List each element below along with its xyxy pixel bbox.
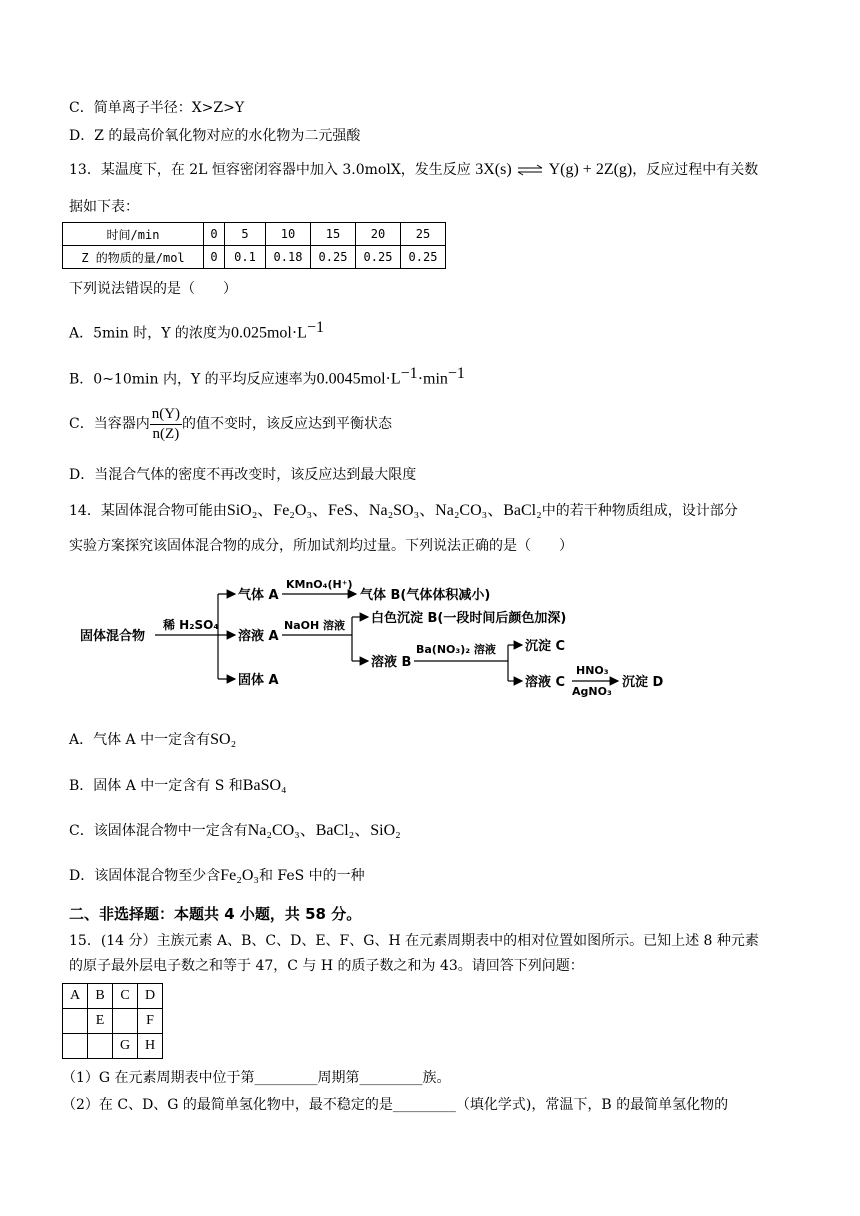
flow-gasB: 气体 B(气体体积减小)	[360, 588, 491, 603]
q14-flow-diagram	[60, 575, 700, 700]
table-header-time: 时间/min	[63, 223, 204, 246]
q14-option-d-text1: D．该固体混合物至少含	[69, 868, 221, 884]
q14-option-a-formula: SO₂	[210, 731, 237, 748]
table-cell: 0.25	[311, 246, 356, 269]
element-cell	[113, 1009, 138, 1034]
q14-option-b-text: B．固体 A 中一定含有 S 和	[69, 778, 243, 794]
q13-option-c-fraction	[150, 405, 182, 444]
fraction-numerator: n(Y)	[150, 405, 182, 425]
table-cell: 0.25	[401, 246, 446, 269]
flow-solB: 溶液 B	[371, 655, 412, 670]
table-row	[63, 246, 446, 269]
q13-option-b-value2: ·min	[417, 370, 448, 388]
table-row	[63, 223, 446, 246]
table-row	[63, 1009, 163, 1034]
q15-stem-line2: 的原子最外层电子数之和等于 47，C 与 H 的质子数之和为 43。请回答下列问题：	[69, 958, 584, 974]
q13-option-d: D．当混合气体的密度不再改变时，该反应达到最大限度	[69, 467, 417, 483]
flow-gasA: 气体 A	[238, 588, 279, 603]
element-cell: C	[113, 984, 138, 1009]
element-cell	[63, 1034, 88, 1059]
section-heading: 二、非选择题：本题共 4 小题，共 58 分。	[69, 905, 362, 923]
q13-equation-right: Y(g) + 2Z(g)	[548, 161, 633, 178]
q13-option-b-exp2: −1	[447, 365, 465, 382]
flow-solC: 溶液 C	[525, 675, 566, 690]
element-cell	[88, 1034, 113, 1059]
q14-stem-suffix: 中的若干种物质组成，设计部分	[541, 503, 738, 519]
q14-option-a-text: A．气体 A 中一定含有	[69, 732, 211, 748]
flow-naoh: NaOH 溶液	[284, 619, 346, 632]
table-cell: 5	[225, 223, 266, 246]
flow-start: 固体混合物	[80, 629, 146, 644]
table-row	[63, 984, 163, 1009]
flow-pptD: 沉淀 D	[622, 675, 664, 690]
q14-option-a	[69, 730, 236, 750]
q13-option-c-prefix: C．当容器内	[69, 416, 150, 432]
element-cell: A	[63, 984, 88, 1009]
flow-hno3: HNO₃	[576, 664, 609, 677]
q14-option-b-formula: BaSO₄	[242, 777, 287, 794]
q14-option-d	[69, 866, 365, 886]
q13-option-a-text: A．5min 时，Y 的浓度为	[69, 325, 231, 342]
q15-sub1: （1）G 在元素周期表中位于第_________周期第_________族。	[62, 1070, 451, 1086]
q12-option-c: C．简单离子半径：X>Z>Y	[69, 100, 245, 116]
q13-data-table	[62, 222, 446, 269]
equilibrium-arrow-icon	[516, 164, 544, 176]
element-cell: H	[138, 1034, 163, 1059]
q14-substances: SiO₂、Fe₂O₃、FeS、Na₂SO₃、Na₂CO₃、BaCl₂	[226, 502, 542, 519]
q13-option-c-suffix: 的值不变时，该反应达到平衡状态	[182, 416, 393, 432]
q14-option-d-text2: 和 FeS 中的一种	[258, 868, 365, 884]
q12-option-d: D．Z 的最高价氧化物对应的水化物为二元强酸	[69, 128, 361, 144]
q15-stem-line1: 15．(14 分）主族元素 A、B、C、D、E、F、G、H 在元素周期表中的相对位置如图所示。已知上述 8 种元素	[69, 933, 759, 949]
q13-option-b-value1: 0.0045mol·L	[316, 370, 401, 388]
q14-option-c	[69, 821, 401, 841]
q13-option-b-exp1: −1	[400, 365, 418, 382]
table-cell: 0	[204, 223, 225, 246]
periodic-table-fragment	[62, 983, 163, 1059]
element-cell: B	[88, 984, 113, 1009]
flow-solidA: 固体 A	[238, 673, 279, 688]
table-cell: 0.18	[266, 246, 311, 269]
q14-option-c-formula: Na₂CO₃、BaCl₂、SiO₂	[247, 822, 401, 839]
q13-option-a-exp: −1	[306, 319, 324, 336]
q13-stem-suffix: ，反应过程中有关数	[632, 162, 759, 178]
element-cell: F	[138, 1009, 163, 1034]
table-cell: 10	[266, 223, 311, 246]
q14-stem-prefix: 14．某固体混合物可能由	[69, 503, 227, 519]
table-cell: 0.25	[356, 246, 401, 269]
table-cell: 0.1	[225, 246, 266, 269]
element-cell: G	[113, 1034, 138, 1059]
q13-option-b-text: B．0~10min 内，Y 的平均反应速率为	[69, 371, 317, 388]
flow-whitePpt: 白色沉淀 B(一段时间后颜色加深)	[371, 611, 567, 626]
q14-option-d-formula: Fe₂O₃	[220, 867, 259, 884]
q14-option-c-text: C．该固体混合物中一定含有	[69, 823, 248, 839]
flow-kmno4: KMnO₄(H⁺)	[286, 578, 353, 591]
table-header-amount: Z 的物质的量/mol	[63, 246, 204, 269]
q13-question: 下列说法错误的是（ ）	[69, 281, 237, 297]
q14-stem-line2: 实验方案探究该固体混合物的成分，所加试剂均过量。下列说法正确的是（ ）	[69, 538, 573, 554]
flow-agno3: AgNO₃	[572, 685, 612, 698]
element-cell	[63, 1009, 88, 1034]
fraction-denominator: n(Z)	[152, 425, 180, 442]
flow-pptC: 沉淀 C	[525, 639, 566, 654]
element-cell: E	[88, 1009, 113, 1034]
element-cell: D	[138, 984, 163, 1009]
table-cell: 20	[356, 223, 401, 246]
q13-stem-prefix: 13．某温度下，在 2L 恒容密闭容器中加入 3.0molX，发生反应	[69, 162, 476, 178]
q13-stem	[69, 160, 758, 180]
flow-solA: 溶液 A	[238, 629, 279, 644]
table-row	[63, 1034, 163, 1059]
q13-stem-line2: 据如下表：	[69, 199, 139, 215]
table-cell: 15	[311, 223, 356, 246]
q15-sub2: （2）在 C、D、G 的最简单氢化物中，最不稳定的是_________（填化学式)，常温下，B 的最简单氢化物的	[62, 1097, 729, 1113]
table-cell: 25	[401, 223, 446, 246]
q13-option-b	[69, 364, 465, 390]
table-cell: 0	[204, 246, 225, 269]
q13-equation-left: 3X(s)	[475, 161, 512, 178]
flow-bano3: Ba(NO₃)₂ 溶液	[416, 643, 496, 656]
q13-option-c	[69, 404, 392, 444]
q14-stem	[69, 501, 738, 521]
q14-option-b	[69, 776, 287, 796]
q13-option-a	[69, 318, 324, 344]
q13-option-a-value: 0.025mol·L	[230, 324, 307, 342]
flow-reagent1: 稀 H₂SO₄	[163, 618, 219, 632]
